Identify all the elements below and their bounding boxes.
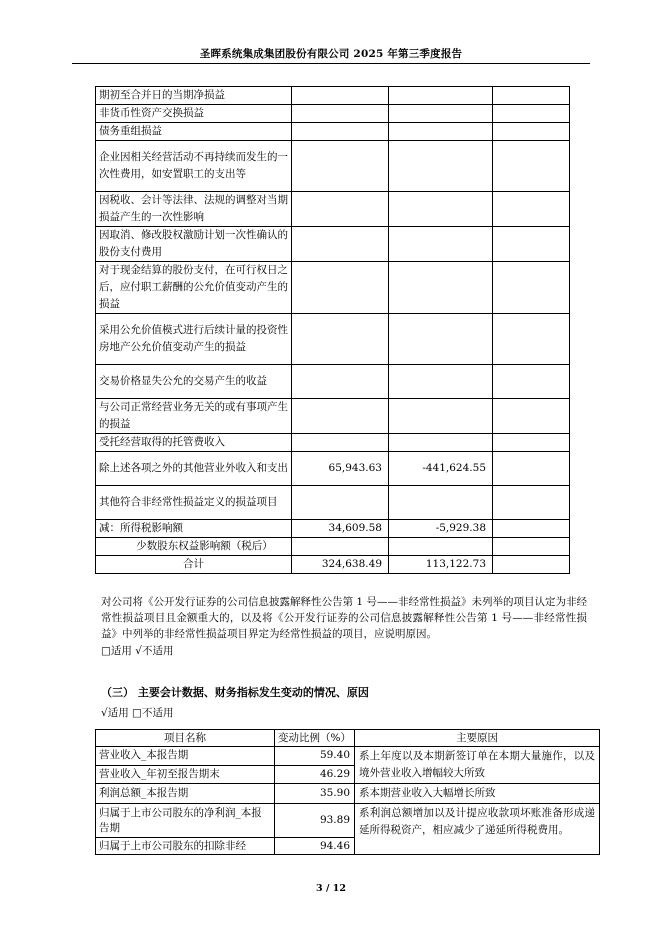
row-value-v2: [389, 192, 493, 227]
row-value-v1: [292, 123, 389, 141]
table-row: [96, 399, 570, 434]
row-value-v3: [493, 538, 570, 556]
row-value-v1: [292, 141, 389, 192]
row-label: 少数股东权益影响额（税后）: [96, 538, 292, 556]
row-value-v1: [292, 486, 389, 520]
col-header-pct: 变动比例（%）: [275, 730, 355, 747]
row-value-v3: [493, 87, 570, 105]
table-row: [96, 434, 570, 452]
row-value-v2: [389, 538, 493, 556]
table-row: [96, 227, 570, 262]
row-label: 与公司正常经营业务无关的或有事项产生的损益: [96, 399, 292, 434]
reason-cell: 系利润总额增加以及计提应收款项坏账准备形成递延所得税资产，相应减少了递延所得税费用。: [355, 804, 600, 855]
row-value-v2: 113,122.73: [389, 556, 493, 574]
row-label: 减：所得税影响额: [96, 520, 292, 538]
row-value-v3: [493, 486, 570, 520]
row-value-v2: [389, 123, 493, 141]
row-value-v3: [493, 123, 570, 141]
row-value-v2: [389, 87, 493, 105]
row-value-v2: [389, 141, 493, 192]
row-value-v2: [389, 314, 493, 365]
row-value-v3: [493, 314, 570, 365]
row-value-v1: [292, 434, 389, 452]
row-value-v1: [292, 262, 389, 314]
row-value-v3: [493, 105, 570, 123]
row-label: 非货币性资产交换损益: [96, 105, 292, 123]
row-value-v2: [389, 434, 493, 452]
table-row: [96, 105, 570, 123]
section-applicability: √适用 □不适用: [101, 707, 174, 719]
row-value-v3: [493, 141, 570, 192]
row-value-v3: [493, 399, 570, 434]
row-label: 合计: [96, 556, 292, 574]
row-value-v3: [493, 434, 570, 452]
reason-cell: 系上年度以及本期新签订单在本期大量施作，以及境外营业收入增幅较大所致: [355, 747, 600, 784]
row-label: 对于现金结算的股份支付，在可行权日之后，应付职工薪酬的公允价值变动产生的损益: [96, 262, 292, 314]
table-row: [96, 520, 570, 538]
row-label: 交易价格显失公允的交易产生的收益: [96, 365, 292, 399]
row-value-v1: [292, 192, 389, 227]
row-label: 因取消、修改股权激励计划一次性确认的股份支付费用: [96, 227, 292, 262]
table-row-pct: 35.90: [275, 784, 355, 804]
table-row: [96, 556, 570, 574]
row-label: 因税收、会计等法律、法规的调整对当期损益产生的一次性影响: [96, 192, 292, 227]
changes-table: [95, 729, 600, 855]
table-row: [96, 538, 570, 556]
col-header-name: 项目名称: [96, 730, 275, 747]
row-value-v2: [389, 486, 493, 520]
row-value-v3: [493, 556, 570, 574]
row-value-v3: [493, 227, 570, 262]
table-row-name: 归属于上市公司股东的净利润_本报告期: [96, 804, 275, 838]
row-value-v1: [292, 365, 389, 399]
row-value-v1: 65,943.63: [292, 452, 389, 486]
table-row: [96, 365, 570, 399]
row-value-v1: 34,609.58: [292, 520, 389, 538]
table-row-pct: 93.89: [275, 804, 355, 838]
row-value-v3: [493, 192, 570, 227]
row-value-v1: [292, 399, 389, 434]
table-row: [96, 452, 570, 486]
row-label: 除上述各项之外的其他营业外收入和支出: [96, 452, 292, 486]
row-value-v1: [292, 314, 389, 365]
row-value-v2: [389, 262, 493, 314]
table-row-name: 利润总额_本报告期: [96, 784, 275, 804]
row-value-v1: 324,638.49: [292, 556, 389, 574]
row-label: 期初至合并日的当期净损益: [96, 87, 292, 105]
row-value-v2: [389, 399, 493, 434]
row-label: 采用公允价值模式进行后续计量的投资性房地产公允价值变动产生的损益: [96, 314, 292, 365]
non-recurring-gains-table: [95, 86, 570, 574]
section-heading: （三） 主要会计数据、财务指标发生变动的情况、原因: [101, 686, 369, 699]
table-row-pct: 46.29: [275, 765, 355, 784]
table-row: [96, 141, 570, 192]
table-row: [96, 314, 570, 365]
header-divider: [72, 63, 590, 64]
row-value-v1: [292, 105, 389, 123]
report-header: 圣晖系统集成集团股份有限公司 2025 年第三季度报告: [199, 48, 463, 60]
row-label: 债务重组损益: [96, 123, 292, 141]
table-row-name: 归属于上市公司股东的扣除非经: [96, 838, 275, 855]
row-value-v3: [493, 365, 570, 399]
row-value-v1: [292, 227, 389, 262]
row-value-v2: -5,929.38: [389, 520, 493, 538]
table-row-pct: 59.40: [275, 747, 355, 766]
col-header-reason: 主要原因: [355, 730, 600, 747]
note-applicability: □适用 √不适用: [101, 645, 174, 657]
row-value-v2: -441,624.55: [389, 452, 493, 486]
table-row: [96, 262, 570, 314]
row-value-v1: [292, 87, 389, 105]
table-row: [96, 486, 570, 520]
table-row-pct: 94.46: [275, 838, 355, 855]
table-row-name: 营业收入_本报告期: [96, 747, 275, 766]
reason-cell: 系本期营业收入大幅增长所致: [355, 784, 600, 804]
row-value-v2: [389, 365, 493, 399]
row-label: 企业因相关经营活动不再持续而发生的一次性费用，如安置职工的支出等: [96, 141, 292, 192]
table-row-name: 营业收入_年初至报告期末: [96, 765, 275, 784]
row-value-v3: [493, 262, 570, 314]
row-value-v3: [493, 520, 570, 538]
row-label: 其他符合非经常性损益定义的损益项目: [96, 486, 292, 520]
row-value-v3: [493, 452, 570, 486]
row-value-v2: [389, 105, 493, 123]
page-number: 3 / 12: [316, 883, 346, 894]
row-label: 受托经营取得的托管费收入: [96, 434, 292, 452]
table-row: [96, 123, 570, 141]
row-value-v2: [389, 227, 493, 262]
note-paragraph: 对公司将《公开发行证券的公司信息披露解释性公告第 1 号——非经常性损益》未列举的项目认定为非经常性损益项目且金额重大的，以及将《公开发行证券的公司信息披露解释性公告第 1 号——非经常性损益》中列举的非经常性损益项目界定为经常性损益的项目，应说明原因。: [101, 596, 587, 640]
row-value-v1: [292, 538, 389, 556]
table-row: [96, 192, 570, 227]
table-row: [96, 87, 570, 105]
